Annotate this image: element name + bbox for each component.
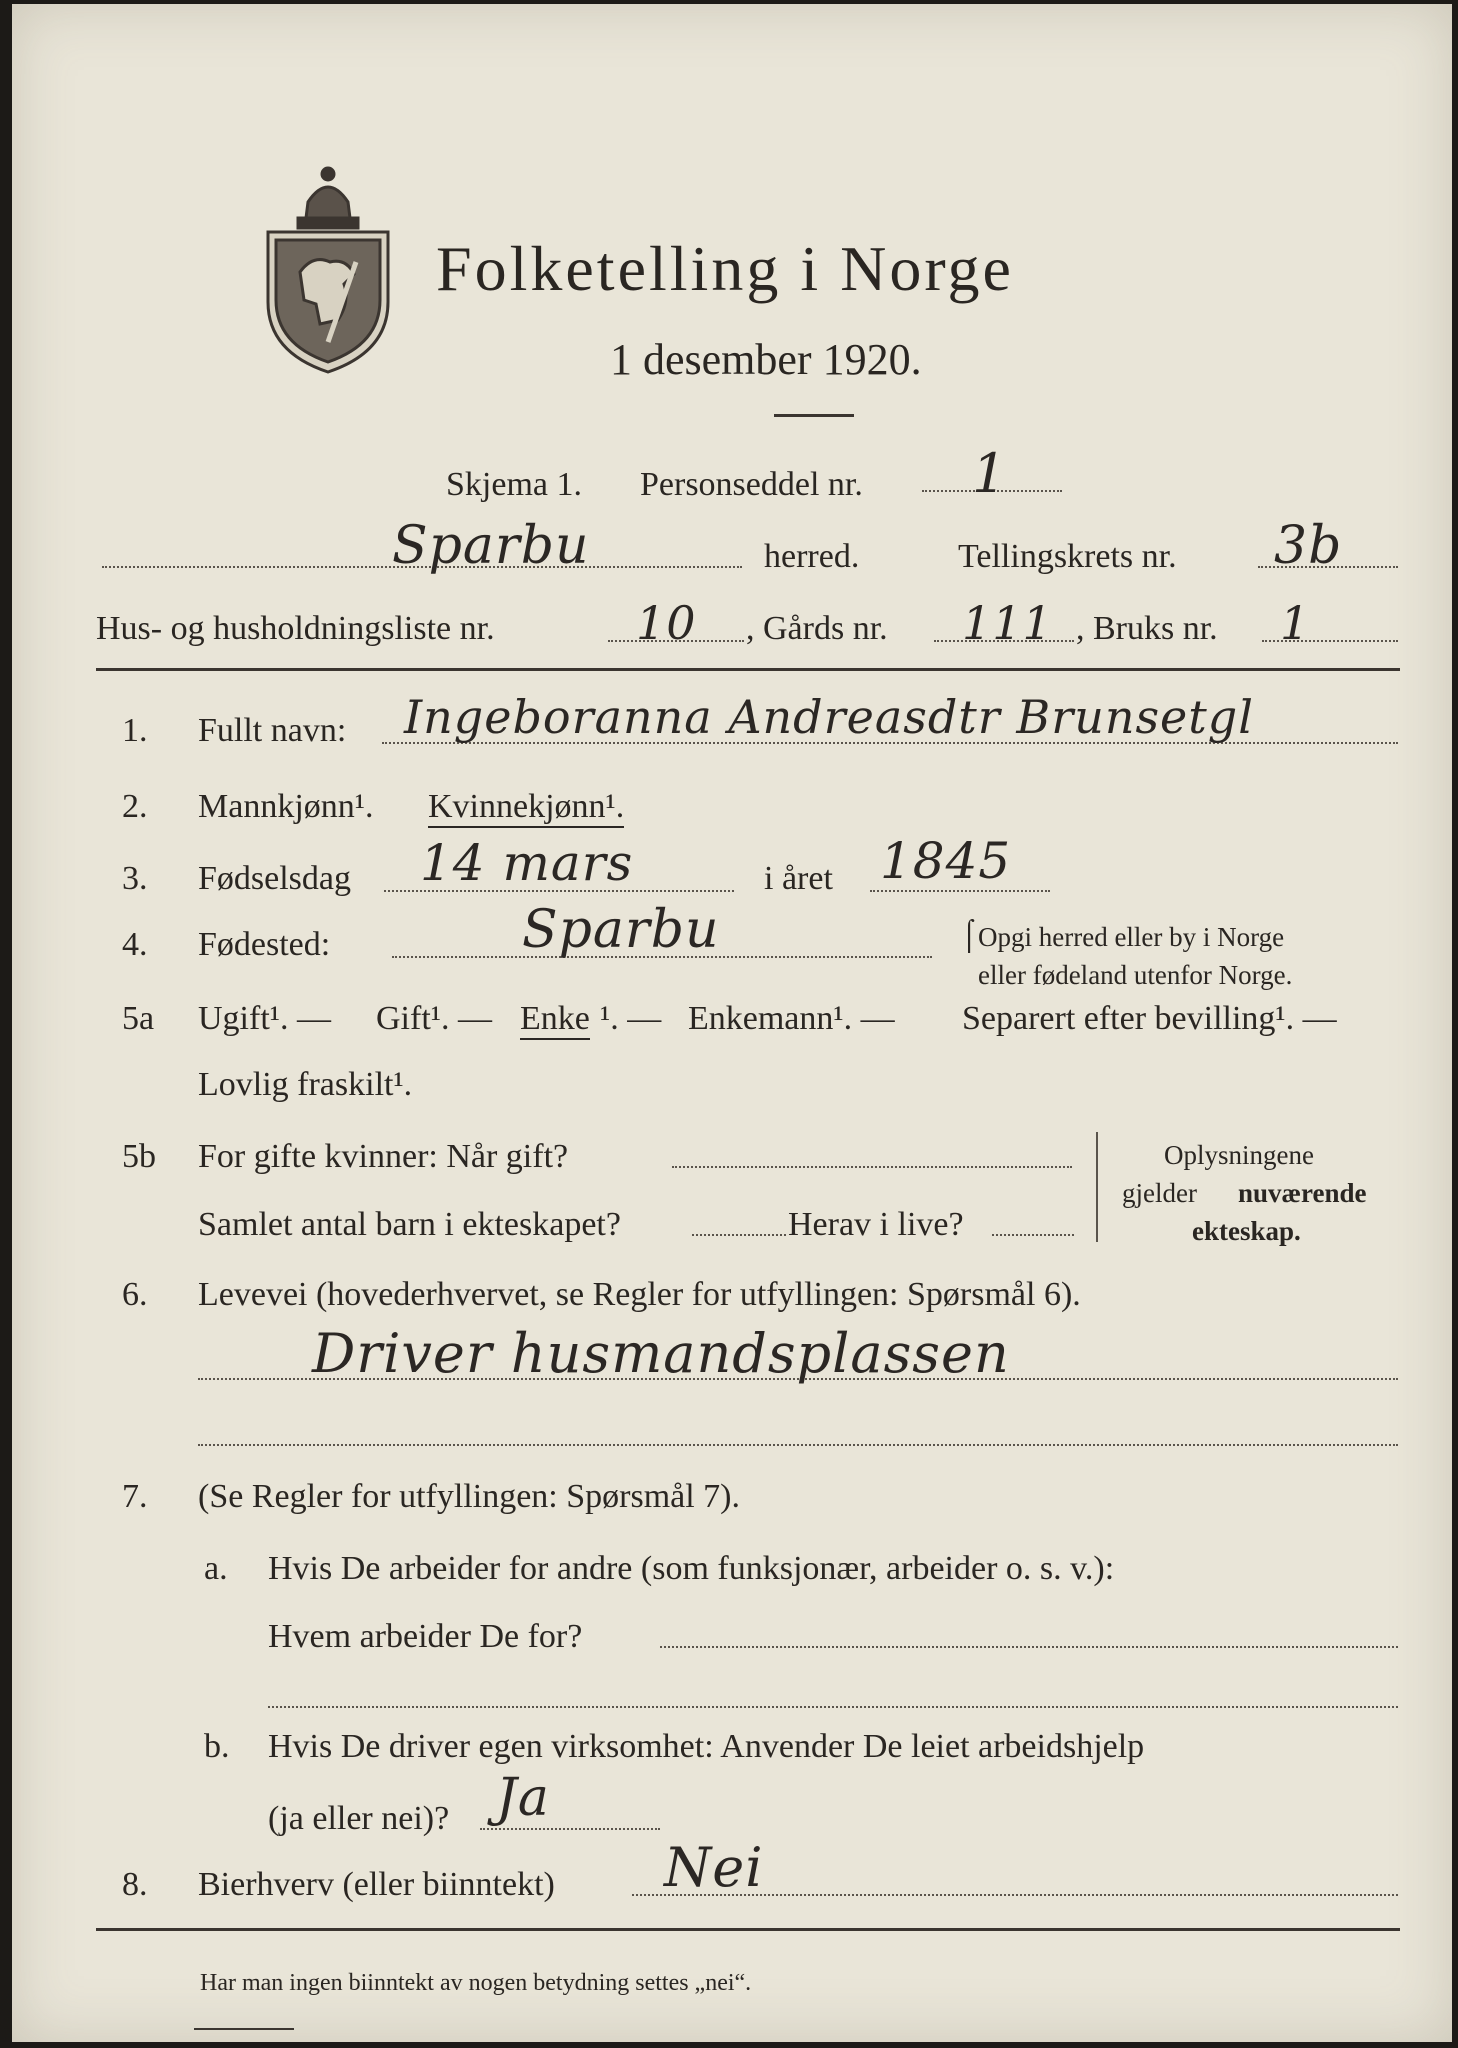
q8-label: Bierhverv (eller biinntekt) [198, 1866, 555, 1903]
q3-number: 3. [122, 860, 148, 897]
bruks-value[interactable]: 1 [1280, 596, 1311, 650]
personseddel-label: Personseddel nr. [640, 466, 863, 503]
q7a-letter: a. [204, 1550, 228, 1587]
gards-label: , Gårds nr. [746, 610, 888, 647]
status-enke[interactable]: Enke [520, 1000, 590, 1040]
form-title: Folketelling i Norge [436, 233, 1014, 304]
status-fraskilt[interactable]: Lovlig fraskilt¹. [198, 1066, 413, 1103]
tellingskrets-label: Tellingskrets nr. [958, 538, 1177, 575]
title-divider [774, 414, 854, 417]
footer-rule [96, 1928, 1400, 1931]
gender-male-option[interactable]: Mannkjønn¹. [198, 788, 374, 825]
q2-number: 2. [122, 788, 148, 825]
q7b-letter: b. [204, 1728, 230, 1765]
bruks-label: , Bruks nr. [1076, 610, 1218, 647]
husliste-label: Hus- og husholdningsliste nr. [96, 610, 495, 647]
q4-note-line1: Opgi herred eller by i Norge [978, 922, 1285, 952]
q6-label: Levevei (hovederhvervet, se Regler for utfyllingen: Spørsmål 6). [198, 1276, 1081, 1313]
husliste-value[interactable]: 10 [636, 596, 697, 650]
status-enkemann[interactable]: Enkemann¹. — [688, 1000, 895, 1037]
birthplace-value[interactable]: Sparbu [522, 900, 720, 960]
status-gift[interactable]: Gift¹. — [376, 1000, 492, 1037]
tellingskrets-value[interactable]: 3b [1274, 516, 1343, 576]
side-income-value[interactable]: Nei [664, 1836, 764, 1899]
q5b-number: 5b [122, 1138, 156, 1175]
q3-label: Fødselsdag [198, 860, 351, 897]
q5b-married-label: For gifte kvinner: Når gift? [198, 1138, 569, 1175]
q5b-note-line2a: gjelder [1122, 1178, 1197, 1208]
norway-coat-of-arms-icon [258, 162, 398, 378]
q7b-question: (ja eller nei)? [268, 1800, 450, 1837]
birthdate-value[interactable]: 14 mars [420, 834, 634, 892]
q4-number: 4. [122, 926, 148, 963]
q5b-children-label: Samlet antal barn i ekteskapet? [198, 1206, 621, 1243]
q6-number: 6. [122, 1276, 148, 1313]
status-enke-separator: ¹. — [600, 1000, 662, 1037]
q5b-alive-label: Herav i live? [788, 1206, 964, 1243]
header-rule [96, 668, 1400, 671]
q7-label: (Se Regler for utfyllingen: Spørsmål 7). [198, 1478, 741, 1515]
personseddel-value[interactable]: 1 [972, 442, 1008, 505]
q7a-employer-label: Hvem arbeider De for? [268, 1618, 583, 1655]
q8-number: 8. [122, 1866, 148, 1903]
herred-label: herred. [764, 538, 860, 575]
gender-female-option[interactable]: Kvinnekjønn¹. [428, 788, 624, 828]
q4-label: Fødested: [198, 926, 331, 963]
hired-help-value[interactable]: Ja [496, 1768, 550, 1828]
q7b-text: Hvis De driver egen virksomhet: Anvender De leiet arbeidshjelp [268, 1728, 1145, 1765]
status-ugift[interactable]: Ugift¹. — [198, 1000, 331, 1037]
footer-note: Har man ingen biinntekt av nogen betydning settes „nei“. [200, 1970, 752, 1996]
form-date: 1 desember 1920. [610, 335, 922, 384]
q5a-number: 5a [122, 1000, 155, 1037]
skjema-label: Skjema 1. [446, 466, 582, 503]
occupation-value[interactable]: Driver husmandsplassen [312, 1322, 1010, 1385]
status-separert[interactable]: Separert efter bevilling¹. — [962, 1000, 1337, 1037]
q7-number: 7. [122, 1478, 148, 1515]
full-name-value[interactable]: Ingeboranna Andreasdtr Brunsetgl [404, 690, 1254, 744]
q1-label: Fullt navn: [198, 712, 347, 749]
q5b-note-line1: Oplysningene [1164, 1140, 1314, 1170]
birth-year-value[interactable]: 1845 [880, 832, 1012, 890]
q4-note-line2: eller fødeland utenfor Norge. [978, 960, 1293, 990]
q5b-note-line2b: nuværende [1238, 1178, 1367, 1208]
q3-year-label: i året [764, 860, 833, 897]
gards-value[interactable]: 111 [962, 596, 1053, 650]
census-form: Folketelling i Norge 1 desember 1920. Skjema 1. Personseddel nr. 1 Sparbu herred. Tellingskrets nr. 3b Hus- og husholdningsliste nr. 10 , Gårds nr. 111 , Bruks nr. 1 1. Fullt navn: Ingeboranna Andreasdtr Brunsetgl 2. Mannkjønn¹. Kvinnekjønn¹. 3. Fødselsdag 14 mars i året 1845 4. Fødested: Sparbu ⌠ Opgi herred eller by i Norge eller fødeland utenfor Norge. 5a Ugift¹. — Gift¹. — Enke ¹. — Enkemann¹. — Separert efter bevilling¹. — Lovlig fraskilt¹. 5b For gifte kvinner: Når gift? Samlet antal barn i ekteskapet? Herav i live? Oplysningene gjelder nuværende ekteskap. 6. Levevei (hovederhvervet, se Regler for utfyllingen: Spørsmål 6). Driver husmandsplassen 7. (Se Regler for utfyllingen: Spørsmål 7). a. Hvis De arbeider for andre (som funksjonær, arbeider o. s. v.): Hvem arbeider De for? b. Hvis De driver egen virksomhet: Anvender De leiet arbeidshjelp (ja eller nei)? Ja 8. Bierhverv (eller biinntekt) Nei Har man ingen biinntekt av nogen betydning settes „nei“. [12, 4, 1452, 2042]
herred-value[interactable]: Sparbu [392, 516, 590, 576]
q1-number: 1. [122, 712, 148, 749]
q5b-note-line3: ekteskap. [1192, 1216, 1301, 1246]
q7a-text: Hvis De arbeider for andre (som funksjonær, arbeider o. s. v.): [268, 1550, 1115, 1587]
